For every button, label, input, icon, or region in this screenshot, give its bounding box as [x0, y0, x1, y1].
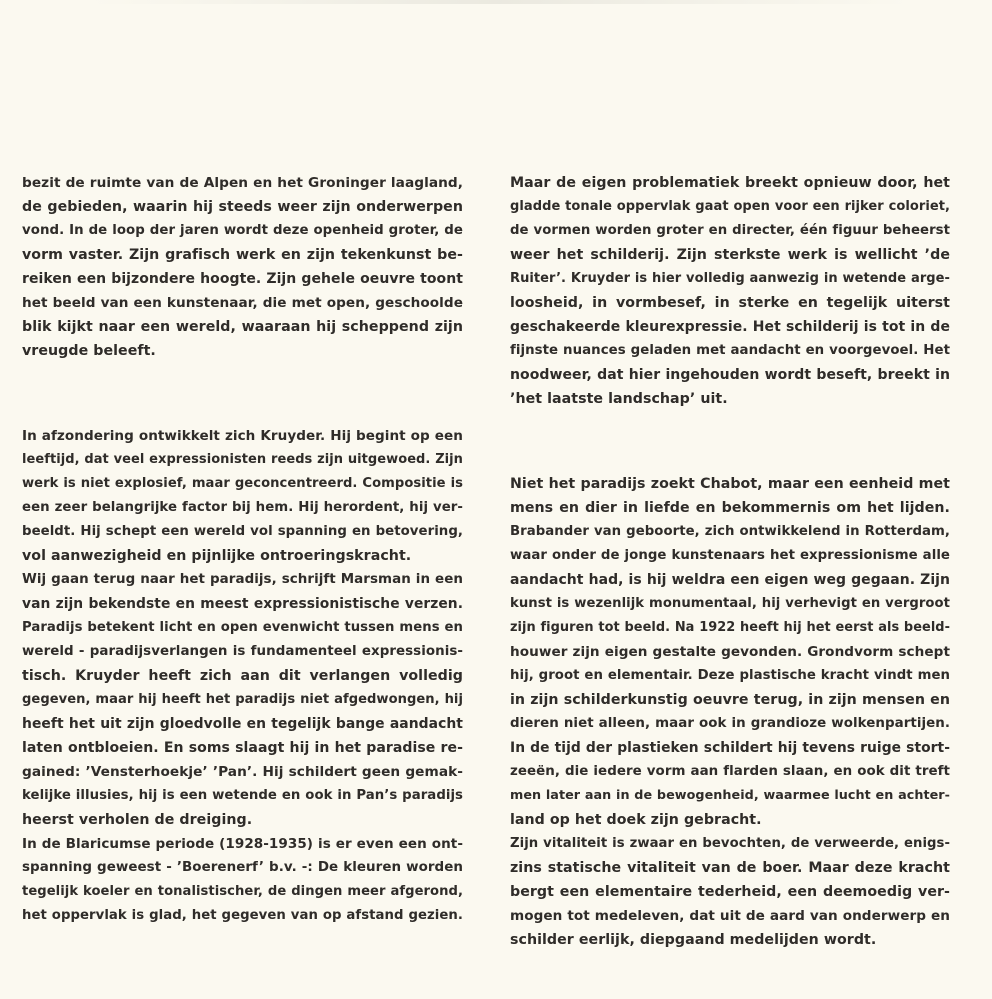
text-line: vol aanwezigheid en pijnlijke ontroeringskracht.: [22, 548, 412, 564]
text-line: wereld - paradijsverlangen is fundamenteel expressionis-: [22, 644, 463, 659]
text-line: kunst is wezenlijk monumentaal, hij verhevigt en vergroot: [510, 596, 950, 611]
text-line: bezit de ruimte van de Alpen en het Groninger laagland,: [22, 175, 463, 191]
text-line: een zeer belangrijke factor bij hem. Hij herordent, hij ver-: [22, 500, 463, 515]
text-line: noodweer, dat hier ingehouden wordt beseft, breekt in: [510, 367, 950, 383]
text-line: ’het laatste landschap’ uit.: [510, 391, 728, 407]
text-line: In de tijd der plastieken schildert hij tevens ruige stort-: [510, 740, 950, 756]
text-line: weer het schilderij. Zijn sterkste werk is wellicht ’de: [510, 247, 950, 263]
text-line: Wij gaan terug naar het paradijs, schrijft Marsman in een: [22, 572, 463, 587]
text-line: de vormen worden groter en directer, één figuur beheerst: [510, 223, 950, 238]
text-line: heeft het uit zijn gloedvolle en tegelijk bange aandacht: [22, 716, 463, 732]
text-line: aandacht had, is hij weldra een eigen weg gegaan. Zijn: [510, 572, 950, 588]
paragraph-chabot: [510, 472, 950, 832]
text-line: hij, groot en elementair. Deze plastische kracht vindt men: [510, 668, 950, 683]
text-line: schilder eerlijk, diepgaand medelijden wordt.: [510, 932, 877, 948]
bleed-through-mark: [90, 0, 910, 4]
text-line: blik kijkt naar een wereld, waaraan hij scheppend zijn: [22, 319, 463, 335]
text-line: Brabander van geboorte, zich ontwikkelend in Rotterdam,: [510, 524, 950, 539]
text-line: laten ontbloeien. En soms slaagt hij in het paradise re-: [22, 740, 463, 756]
text-line: beeldt. Hij schept een wereld vol spanning en betovering,: [22, 524, 463, 539]
text-line: Ruiter’. Kruyder is hier volledig aanwezig in wetende arge-: [510, 271, 950, 286]
text-line: zins statische vitaliteit van de boer. Maar deze kracht: [510, 860, 950, 876]
paragraph-blaricum: [22, 832, 463, 928]
text-line: houwer zijn eigen gestalte gevonden. Grondvorm schept: [510, 644, 950, 660]
text-line: werk is niet explosief, maar geconcentreerd. Compositie is: [22, 476, 463, 491]
paragraph-marsman: [22, 568, 463, 832]
text-line: zeeën, die iedere vorm aan flarden slaan, en ook dit treft: [510, 764, 950, 779]
text-line: fijnste nuances geladen met aandacht en voorgevoel. Het: [510, 343, 950, 358]
text-line: bergt een elementaire tederheid, een deemoedig ver-: [510, 884, 950, 900]
text-line: In de Blaricumse periode (1928-1935) is er even een ont-: [22, 836, 463, 852]
text-line: heerst verholen de dreiging.: [22, 812, 253, 828]
text-line: spanning geweest - ’Boerenerf’ b.v. -: De kleuren worden: [22, 860, 463, 875]
text-line: Niet het paradijs zoekt Chabot, maar een eenheid met: [510, 476, 950, 492]
text-line: dieren niet alleen, maar ook in grandioze wolkenpartijen.: [510, 716, 950, 731]
text-line: gladde tonale oppervlak gaat open voor een rijker coloriet,: [510, 199, 950, 214]
paragraph-kruyder: [22, 424, 463, 568]
text-line: vorm vaster. Zijn grafisch werk en zijn tekenkunst be-: [22, 247, 463, 263]
text-line: vond. In de loop der jaren wordt deze openheid groter, de: [22, 223, 463, 238]
text-line: van zijn bekendste en meest expressionistische verzen.: [22, 596, 463, 612]
text-line: waar onder de jonge kunstenaars het expressionisme alle: [510, 548, 950, 563]
text-line: zijn figuren tot beeld. Na 1922 heeft hij het eerst als beeld-: [510, 620, 950, 635]
text-line: Paradijs betekent licht en open evenwicht tussen mens en: [22, 620, 463, 635]
text-line: mogen tot medeleven, dat uit de aard van onderwerp en: [510, 908, 950, 924]
text-line: Maar de eigen problematiek breekt opnieuw door, het: [510, 175, 950, 191]
paragraph-ruiter: [510, 171, 950, 411]
text-line: gegeven, maar hij heeft het paradijs niet afgedwongen, hij: [22, 692, 463, 707]
text-line: land op het doek zijn gebracht.: [510, 812, 762, 828]
text-line: leeftijd, dat veel expressionisten reeds zijn uitgewoed. Zijn: [22, 452, 463, 467]
text-line: de gebieden, waarin hij steeds weer zijn onderwerpen: [22, 199, 463, 215]
text-line: men later aan in de bewogenheid, waarmee lucht en achter-: [510, 788, 950, 803]
text-line: In afzondering ontwikkelt zich Kruyder. Hij begint op een: [22, 428, 463, 444]
text-line: tegelijk koeler en tonalistischer, de dingen meer afgerond,: [22, 884, 463, 899]
text-line: geschakeerde kleurexpressie. Het schilderij is tot in de: [510, 319, 950, 335]
paragraph-alpen: [22, 171, 463, 363]
text-line: kelijke illusies, hij is een wetende en ook in Pan’s paradijs: [22, 788, 463, 803]
text-line: het beeld van een kunstenaar, die met open, geschoolde: [22, 295, 463, 311]
paragraph-vitaliteit: [510, 832, 950, 952]
text-line: loosheid, in vormbesef, in sterke en tegelijk uiterst: [510, 295, 950, 311]
text-line: reiken een bijzondere hoogte. Zijn gehele oeuvre toont: [22, 271, 463, 287]
text-line: tisch. Kruyder heeft zich aan dit verlangen volledig: [22, 668, 463, 684]
text-line: gained: ’Vensterhoekje’ ’Pan’. Hij schildert geen gemak-: [22, 764, 463, 780]
text-line: vreugde beleeft.: [22, 343, 156, 359]
text-line: Zijn vitaliteit is zwaar en bevochten, de verweerde, enigs-: [510, 836, 950, 851]
text-line: mens en dier in liefde en bekommernis om het lijden.: [510, 500, 950, 516]
text-line: het oppervlak is glad, het gegeven van op afstand gezien.: [22, 908, 463, 923]
text-line: in zijn schilderkunstig oeuvre terug, in zijn mensen en: [510, 692, 950, 708]
